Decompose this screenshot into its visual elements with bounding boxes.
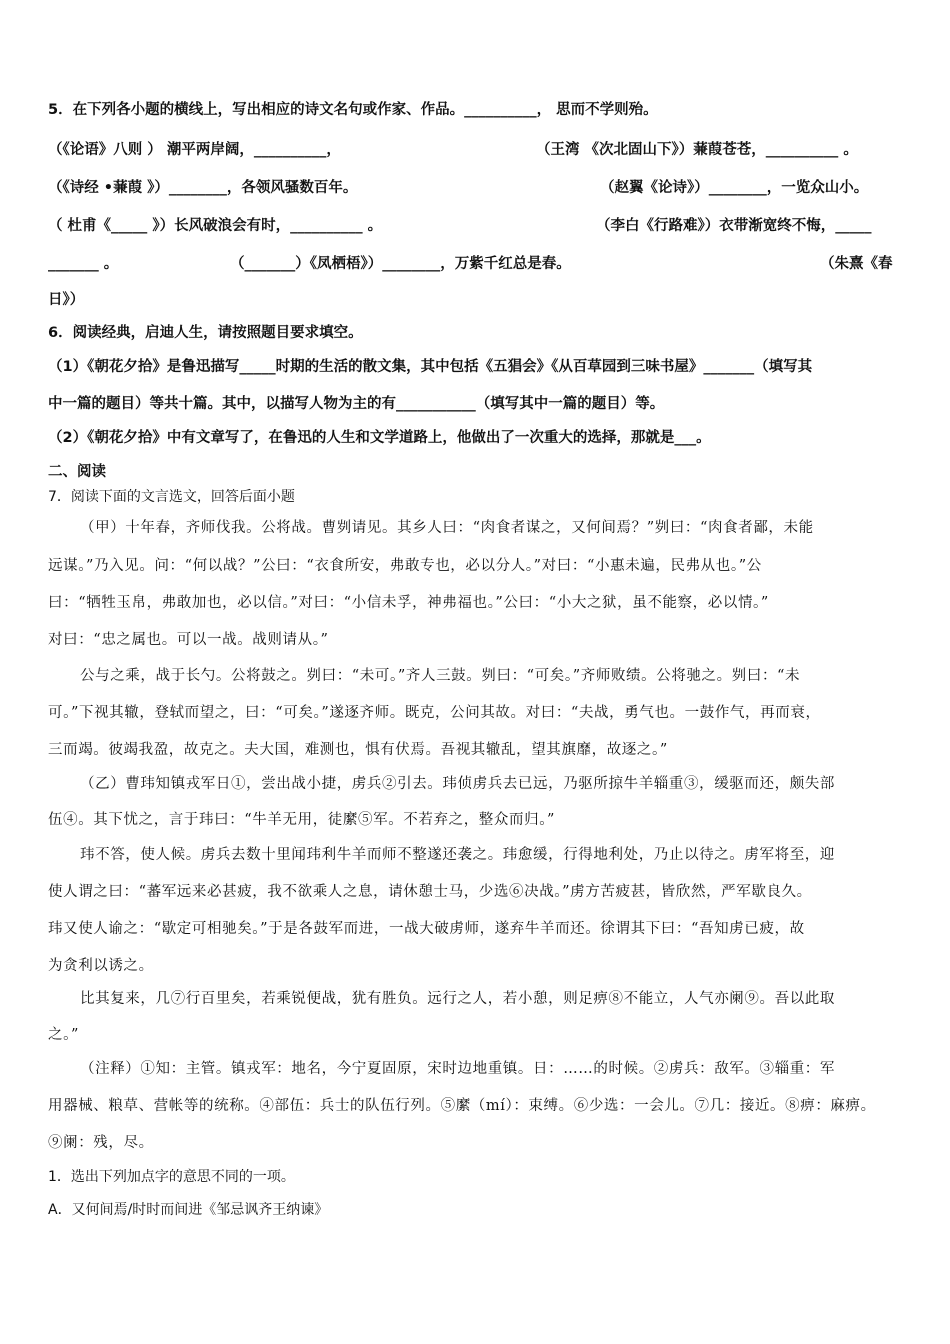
q5-line4-right: （李白《行路难》）衣带渐宽终不悔，_____ <box>596 218 872 234</box>
q5-line2-left: （《论语》八则 ） 潮平两岸阔，__________， <box>48 142 341 158</box>
passage-b-line3: 玮不答，使人候。虏兵去数十里闻玮利牛羊而师不整遂还袭之。玮愈缓，行得地利处，乃止以待之。虏军将至，迎 <box>80 847 835 863</box>
q5-line3-right: （赵翼《论诗》）________，一览众山小。 <box>600 180 869 196</box>
q6-title: 6．阅读经典，启迪人生，请按照题目要求填空。 <box>48 325 363 341</box>
passage-a-line4: 对曰：“忠之属也。可以一战。战则请从。” <box>48 632 329 648</box>
q5-line3-left: （《诗经 •蒹葭 》）________，各领风骚数百年。 <box>48 180 358 196</box>
q5-line4-left: （ 杜甫《_____ 》）长风破浪会有时，__________ 。 <box>48 218 383 234</box>
notes-line1: （注释）①知：主管。镇戎军：地名，今宁夏固原，宋时边地重镇。日：……的时候。②虏兵：敌军。③辎重：军 <box>80 1061 835 1077</box>
passage-b-line2: 伍④。其下忧之，言于玮曰：“牛羊无用，徒縻⑤军。不若弃之，整众而归。” <box>48 812 556 828</box>
passage-b-line5: 玮又使人谕之：“歇定可相驰矣。”于是各鼓军而进，一战大破虏师，遂弃牛羊而还。徐谓其下曰：“吾知虏已疲，故 <box>48 921 805 937</box>
section-heading: 二、阅读 <box>48 464 106 480</box>
passage-b-line6: 为贪利以诱之。 <box>48 958 154 974</box>
passage-a-line2: 远谋。”乃入见。问：“何以战？”公曰：“衣食所安，弗敢专也，必以分人。”对曰：“小惠未遍，民弗从也。”公 <box>48 558 762 574</box>
q5-line5-mid: （_______）《凤栖梧》）________，万紫千红总是春。 <box>230 256 571 272</box>
passage-b-line7: 比其复来，几⑦行百里矣，若乘锐便战，犹有胜负。远行之人，若小憩，则足痹⑧不能立，人气亦阑⑨。吾以此取 <box>80 991 835 1007</box>
passage-b-line8: 之。” <box>48 1027 79 1043</box>
q5-line5-left: _______ 。 <box>48 256 119 272</box>
notes-line2: 用器械、粮草、营帐等的统称。④部伍：兵士的队伍行列。⑤縻（mí）：束缚。⑥少选：一会儿。⑦几：接近。⑧痹：麻痹。 <box>48 1098 876 1114</box>
passage-a-line6: 可。”下视其辙，登轼而望之，曰：“可矣。”遂逐齐师。既克，公问其故。对曰：“夫战，勇气也。一鼓作气，再而衰， <box>48 705 821 721</box>
q7-title: 7．阅读下面的文言选文，回答后面小题 <box>48 489 295 505</box>
notes-line3: ⑨阑：残，尽。 <box>48 1135 154 1151</box>
passage-b-line4: 使人谓之曰：“蕃军远来必甚疲，我不欲乘人之息，请休憩士马，少选⑥决战。”虏方苦疲甚，皆欣然，严军歇良久。 <box>48 884 812 900</box>
passage-a-line3: 曰：“牺牲玉帛，弗敢加也，必以信。”对曰：“小信未孚，神弗福也。”公曰：“小大之狱，虽不能察，必以情。” <box>48 595 769 611</box>
option-a: A．又何间焉/时时而间进《邹忌讽齐王纳谏》 <box>48 1202 329 1218</box>
passage-b-line1: （乙）曹玮知镇戎军日①，尝出战小捷，虏兵②引去。玮侦虏兵去已远，乃驱所掠牛羊辎重③，缓驱而还，颇失部 <box>80 776 835 792</box>
q6-part1-line1: （1）《朝花夕拾》是鲁迅描写_____时期的生活的散文集，其中包括《五猖会》《从百草园到三味书屋》_______（填写其 <box>48 359 813 375</box>
q5-line5-right: （朱熹《春 <box>820 256 893 272</box>
passage-a-line1: （甲）十年春，齐师伐我。公将战。曹刿请见。其乡人曰：“肉食者谋之，又何间焉？”刿曰：“肉食者鄙，未能 <box>80 520 814 536</box>
q6-part2: （2）《朝花夕拾》中有文章写了，在鲁迅的人生和文学道路上，他做出了一次重大的选择，那就是___。 <box>48 430 711 446</box>
q5-line6: 日》） <box>48 292 85 308</box>
q5-prompt: 5．在下列各小题的横线上，写出相应的诗文名句或作家、作品。__________， 思而不学则殆。 <box>48 102 658 118</box>
passage-a-line5: 公与之乘，战于长勺。公将鼓之。刿曰：“未可。”齐人三鼓。刿曰：“可矣。”齐师败绩。公将驰之。刿曰：“未 <box>80 668 801 684</box>
sub-question-1: 1．选出下列加点字的意思不同的一项。 <box>48 1169 295 1185</box>
q6-part1-line2: 中一篇的题目）等共十篇。其中，以描写人物为主的有___________（填写其中一篇的题目）等。 <box>48 396 665 412</box>
passage-a-line7: 三而竭。彼竭我盈，故克之。夫大国，难测也，惧有伏焉。吾视其辙乱，望其旗靡，故逐之。” <box>48 742 668 758</box>
q5-line2-right: （王湾 《次北固山下》）蒹葭苍苍，__________ 。 <box>536 142 858 158</box>
